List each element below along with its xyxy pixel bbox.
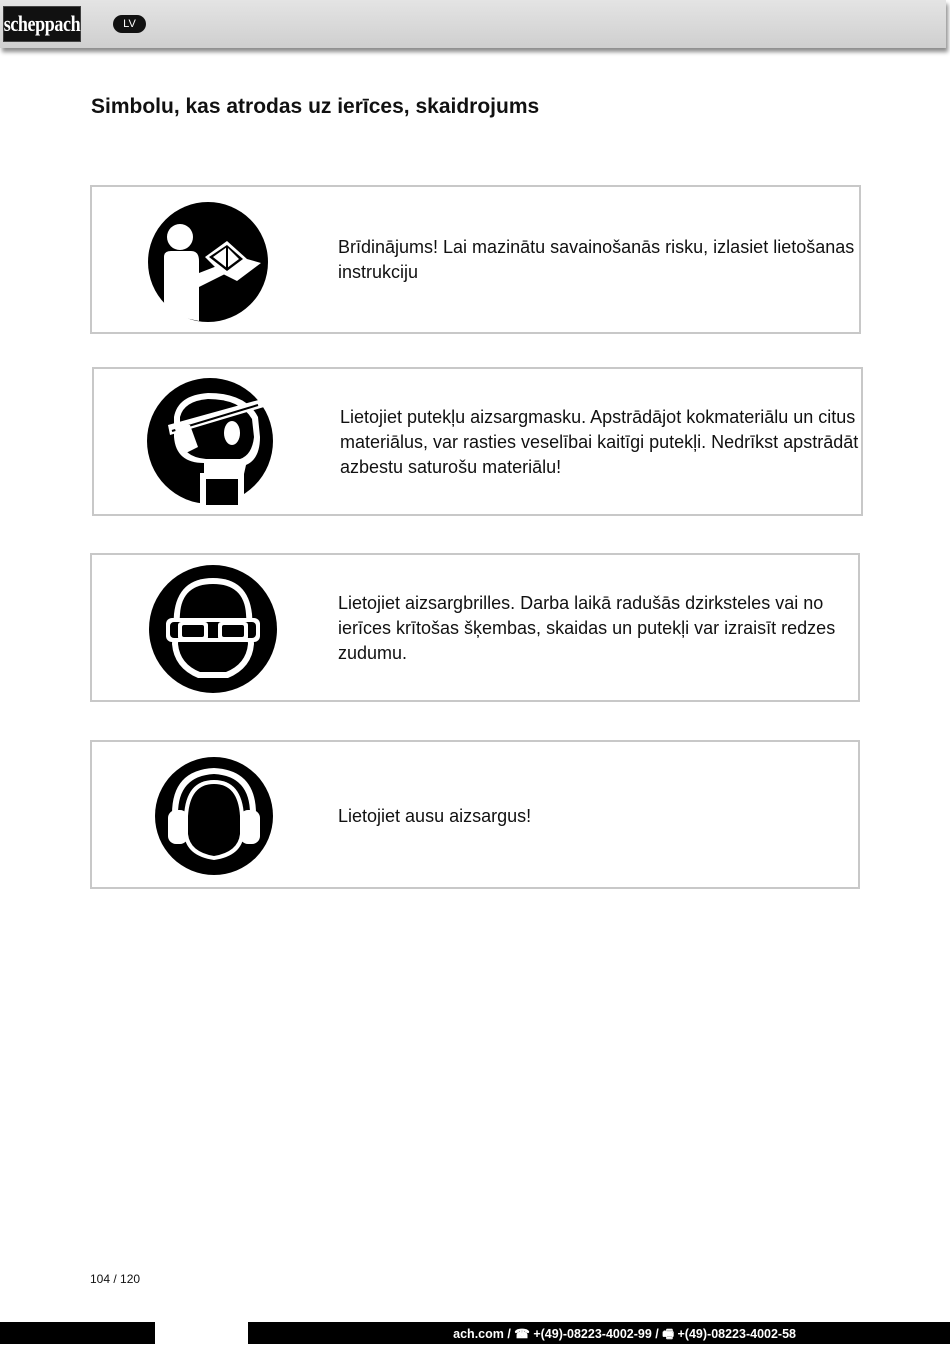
page-footer: [0, 1322, 950, 1344]
page-number: 104 / 120: [90, 1272, 141, 1286]
symbol-text-ear-protection: Lietojiet ausu aizsargus!: [338, 806, 532, 826]
symbol-text-safety-goggles: Lietojiet aizsargbrilles. Darba laikā radušās dzirksteles vai no ierīces krītošas šķembas, skaidas un putekļi var izraisīt redzes zudumu.: [338, 593, 836, 663]
page-header: [0, 0, 946, 48]
dust-mask-icon: [146, 377, 274, 505]
safety-goggles-icon: [148, 564, 278, 694]
ear-protection-icon: [154, 756, 274, 876]
language-badge: LV: [113, 15, 146, 33]
footer-gap: [155, 1322, 248, 1344]
scheppach-logo: scheppach: [3, 6, 81, 42]
symbol-box-read-manual: [90, 185, 861, 334]
symbol-text-dust-mask: Lietojiet putekļu aizsargmasku. Apstrādājot kokmateriālu un citus materiālus, var rasties veselībai kaitīgi putekļi. Nedrīkst apstrādāt azbestu saturošu materiālu!: [340, 407, 859, 477]
symbol-box-dust-mask: [92, 367, 863, 516]
read-manual-icon: [147, 201, 269, 323]
page-title: Simbolu, kas atrodas uz ierīces, skaidrojums: [91, 95, 540, 118]
symbol-box-safety-goggles: [90, 553, 860, 702]
footer-contact: ach.com / ☎ +(49)-08223-4002-99 / 🖷 +(49)-08223-4002-58: [453, 1327, 796, 1341]
symbol-text-read-manual: Brīdinājums! Lai mazinātu savainošanās risku, izlasiet lietošanas instrukciju: [338, 237, 855, 282]
symbol-box-ear-protection: [90, 740, 860, 889]
